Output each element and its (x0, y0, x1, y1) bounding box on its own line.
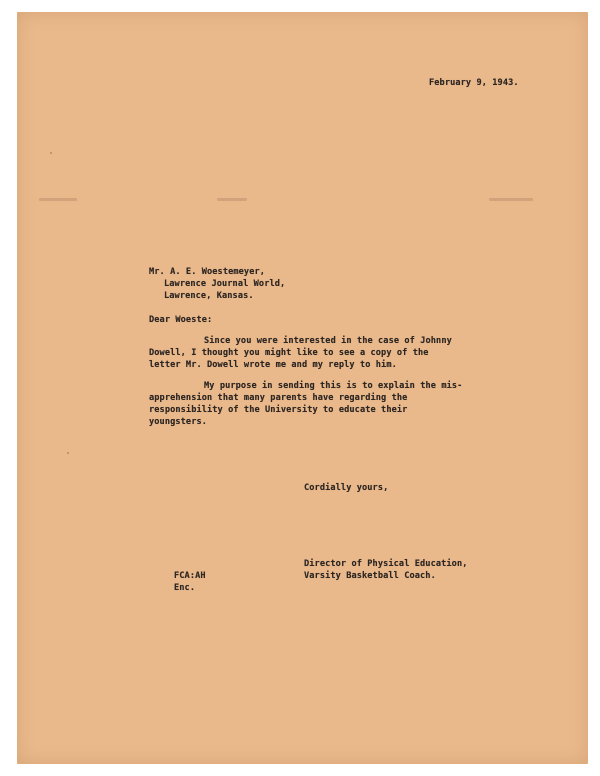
paragraph2-line: My purpose in sending this is to explain the mis- (204, 381, 463, 391)
enclosure-note: Enc. (174, 583, 196, 593)
paragraph2-line: responsibility of the University to educate their (149, 405, 408, 415)
paragraph2-line: youngsters. (149, 417, 208, 427)
reference-initials: FCA:AH (174, 571, 206, 581)
signature-title-line: Director of Physical Education, (304, 559, 468, 569)
recipient-organization: Lawrence Journal World, (164, 279, 286, 289)
show-through-mark (489, 198, 533, 201)
recipient-name: Mr. A. E. Woestemeyer, (149, 267, 266, 277)
paper-speck (50, 152, 52, 154)
signature-title-line: Varsity Basketball Coach. (304, 571, 436, 581)
complimentary-closing: Cordially yours, (304, 483, 389, 493)
recipient-city: Lawrence, Kansas. (164, 291, 254, 301)
letter-page (17, 12, 588, 764)
show-through-mark (217, 198, 247, 201)
salutation: Dear Woeste: (149, 315, 213, 325)
letter-date: February 9, 1943. (429, 78, 519, 88)
paper-speck (67, 452, 69, 454)
show-through-mark (39, 198, 77, 201)
paragraph1-line: Dowell, I thought you might like to see a copy of the (149, 348, 429, 358)
paragraph1-line: Since you were interested in the case of Johnny (204, 336, 452, 346)
paragraph2-line: apprehension that many parents have regarding the (149, 393, 408, 403)
paragraph1-line: letter Mr. Dowell wrote me and my reply to him. (149, 360, 397, 370)
